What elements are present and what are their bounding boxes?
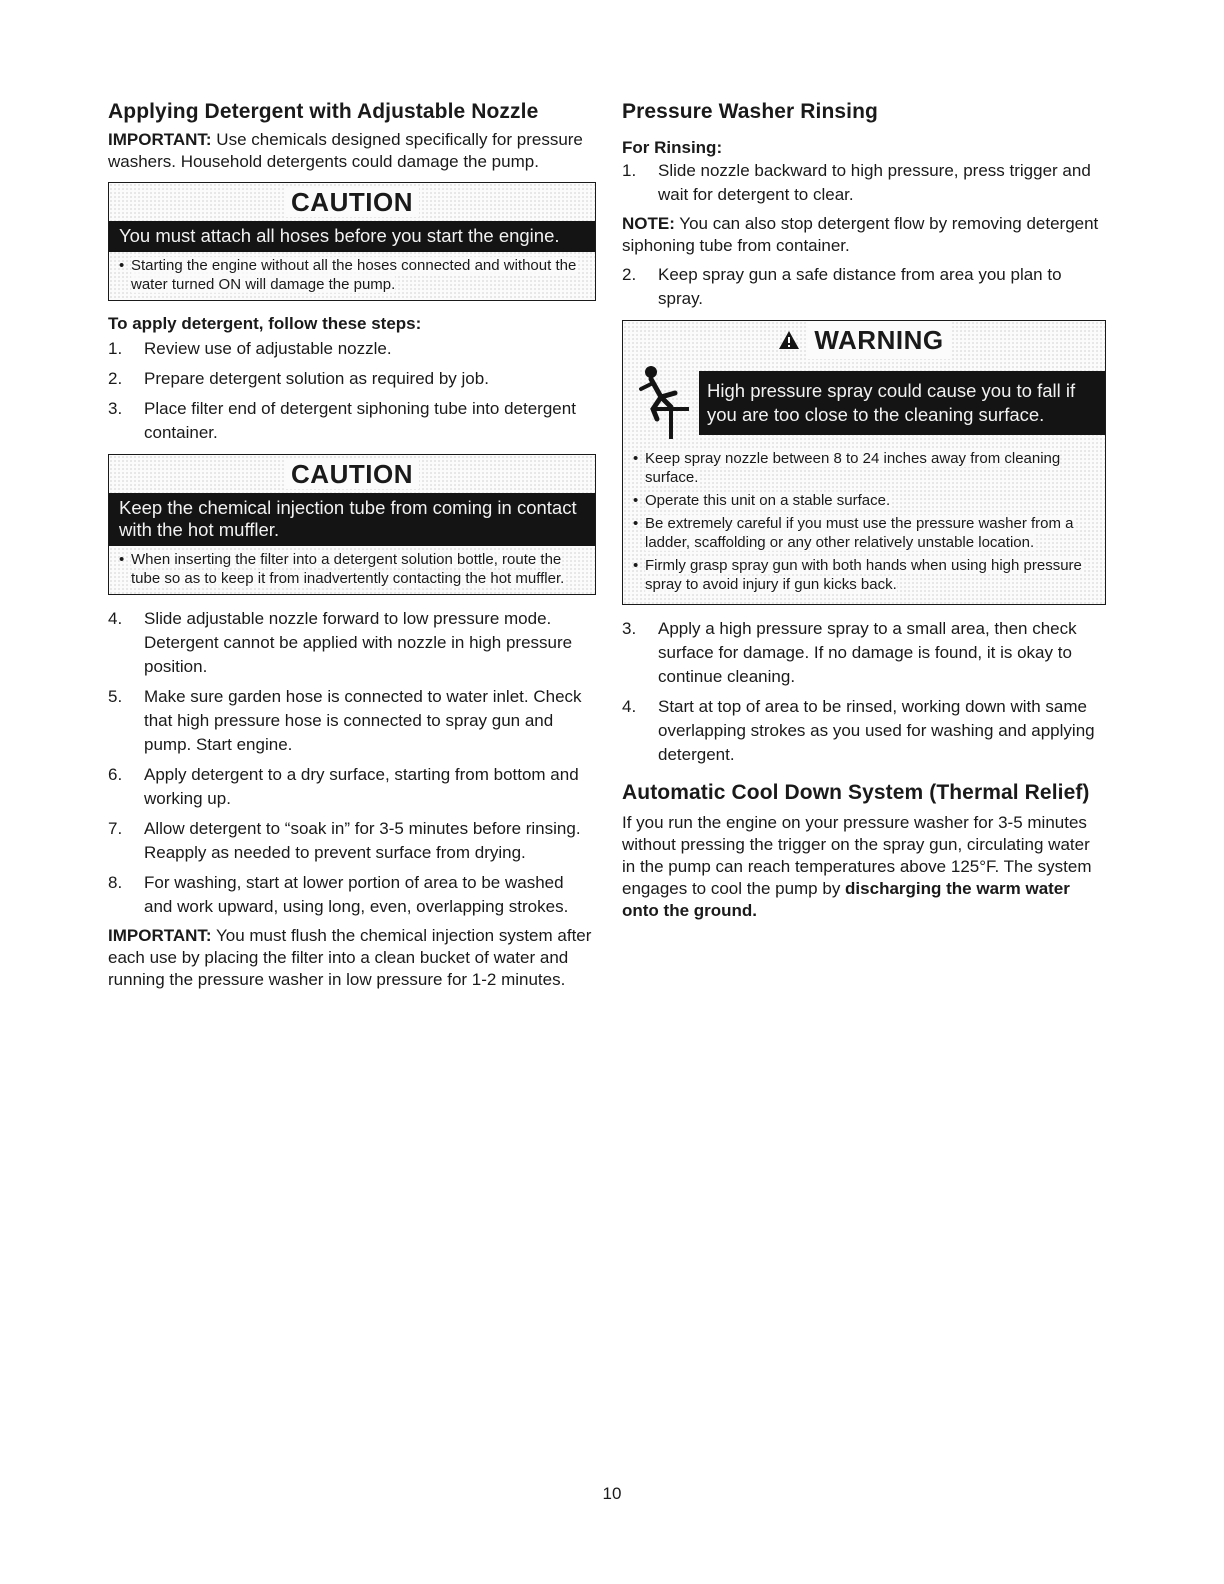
step-text: Slide adjustable nozzle forward to low pressure mode. Detergent cannot be applied with nozzle in high pressure position.: [144, 609, 573, 677]
step-item: [108, 607, 596, 679]
rinse-steps-a: [622, 159, 1106, 207]
caution-bullet: • Starting the engine without all the hoses connected and without the water turned ON will damage the pump.: [119, 257, 577, 294]
warning-box: [622, 320, 1106, 605]
warning-title: WARNING: [623, 321, 1105, 359]
warning-bullet: • Operate this unit on a stable surface.: [633, 492, 891, 510]
important-text: Use chemicals designed specifically for pressure washers. Household detergents could damage the pump.: [108, 130, 583, 172]
important-text: You must flush the chemical injection system after each use by placing the filter into a clean bucket of water and running the pressure washer in low pressure for 1-2 minutes.: [108, 926, 592, 990]
warning-bullets: [623, 445, 1105, 604]
step-text: Start at top of area to be rinsed, working down with same overlapping strokes as you used for washing and applying detergent.: [658, 697, 1095, 765]
step-text: Review use of adjustable nozzle.: [144, 339, 392, 359]
steps-title: To apply detergent, follow these steps:: [108, 314, 422, 334]
important-note-flush: [108, 925, 596, 991]
warning-band: High pressure spray could cause you to fall if you are too close to the cleaning surface.: [699, 371, 1105, 435]
step-number: 3.: [622, 619, 637, 639]
important-label: IMPORTANT:: [108, 130, 212, 150]
step-number: 7.: [108, 819, 123, 839]
fall-hazard-icon: [623, 359, 699, 445]
rinse-steps-b: [622, 263, 1106, 311]
step-text: Prepare detergent solution as required by job.: [144, 369, 489, 389]
section-heading-detergent: Applying Detergent with Adjustable Nozzle: [108, 100, 539, 123]
step-text: Slide nozzle backward to high pressure, press trigger and wait for detergent to clear.: [658, 161, 1091, 205]
step-number: 2.: [108, 369, 123, 389]
step-number: 5.: [108, 687, 123, 707]
step-text: Make sure garden hose is connected to water inlet. Check that high pressure hose is connected to spray gun and pump. Start engine.: [144, 687, 582, 755]
warning-bullet: • Be extremely careful if you must use the pressure washer from a ladder, scaffolding or any other relatively unstable location.: [633, 515, 1074, 552]
step-item: [108, 397, 596, 445]
caution-box-muffler: [108, 454, 596, 595]
important-note-chemicals: [108, 129, 596, 173]
caution-title: CAUTION: [109, 455, 595, 493]
step-number: 3.: [108, 399, 123, 419]
cooldown-paragraph: If you run the engine on your pressure washer for 3-5 minutes without pressing the trigger on the spray gun, circulating water in the pump can reach temperatures above 125°F. The system engages to cool the pump by discharging the warm water onto the ground.: [622, 813, 1092, 921]
step-item: [108, 337, 596, 361]
warning-triangle-icon: [778, 330, 800, 350]
important-label: IMPORTANT:: [108, 926, 212, 946]
step-item: [108, 763, 596, 811]
caution-bullet: • When inserting the filter into a detergent solution bottle, route the tube so as to keep it from inadvertently contacting the hot muffler.: [119, 551, 565, 588]
step-item: [622, 263, 1106, 311]
step-text: For washing, start at lower portion of area to be washed and work upward, using long, even, overlapping strokes.: [144, 873, 569, 917]
step-item: [108, 871, 596, 919]
step-text: Keep spray gun a safe distance from area you plan to spray.: [658, 265, 1062, 309]
step-number: 1.: [108, 339, 123, 359]
step-item: [622, 159, 1106, 207]
step-number: 4.: [622, 697, 637, 717]
step-text: Apply detergent to a dry surface, starting from bottom and working up.: [144, 765, 579, 809]
step-text: Apply a high pressure spray to a small area, then check surface for damage. If no damage is found, it is okay to continue cleaning.: [658, 619, 1077, 687]
step-item: [108, 367, 596, 391]
step-text: Allow detergent to “soak in” for 3-5 minutes before rinsing. Reapply as needed to prevent surface from drying.: [144, 819, 581, 863]
section-heading-cooldown: Automatic Cool Down System (Thermal Relief): [622, 781, 1090, 805]
steps-list-a: [108, 337, 596, 445]
note-label: NOTE:: [622, 214, 675, 234]
step-number: 4.: [108, 609, 123, 629]
section-heading-rinsing: Pressure Washer Rinsing: [622, 100, 878, 123]
step-item: [108, 817, 596, 865]
step-item: [622, 617, 1106, 689]
step-number: 1.: [622, 161, 637, 181]
rinse-steps-c: [622, 617, 1106, 767]
caution-box-hoses: [108, 182, 596, 301]
for-rinsing-label: For Rinsing:: [622, 138, 723, 158]
step-number: 8.: [108, 873, 123, 893]
caution-band: You must attach all hoses before you start the engine.: [109, 221, 595, 252]
caution-title: CAUTION: [109, 183, 595, 221]
step-number: 2.: [622, 265, 637, 285]
note-text: You can also stop detergent flow by removing detergent siphoning tube from container.: [622, 214, 1099, 256]
step-item: [622, 695, 1106, 767]
right-column: [622, 100, 1106, 922]
warning-bullet: • Firmly grasp spray gun with both hands when using high pressure spray to avoid injury if gun kicks back.: [633, 557, 1082, 594]
caution-band: Keep the chemical injection tube from coming in contact with the hot muffler.: [109, 493, 595, 546]
steps-list-b: [108, 607, 596, 919]
warning-bullet: • Keep spray nozzle between 8 to 24 inches away from cleaning surface.: [633, 450, 1061, 487]
step-number: 6.: [108, 765, 123, 785]
page-number: 10: [602, 1484, 622, 1503]
step-item: [108, 685, 596, 757]
left-column: [108, 100, 596, 991]
step-text: Place filter end of detergent siphoning tube into detergent container.: [144, 399, 576, 443]
note: [622, 213, 1106, 257]
